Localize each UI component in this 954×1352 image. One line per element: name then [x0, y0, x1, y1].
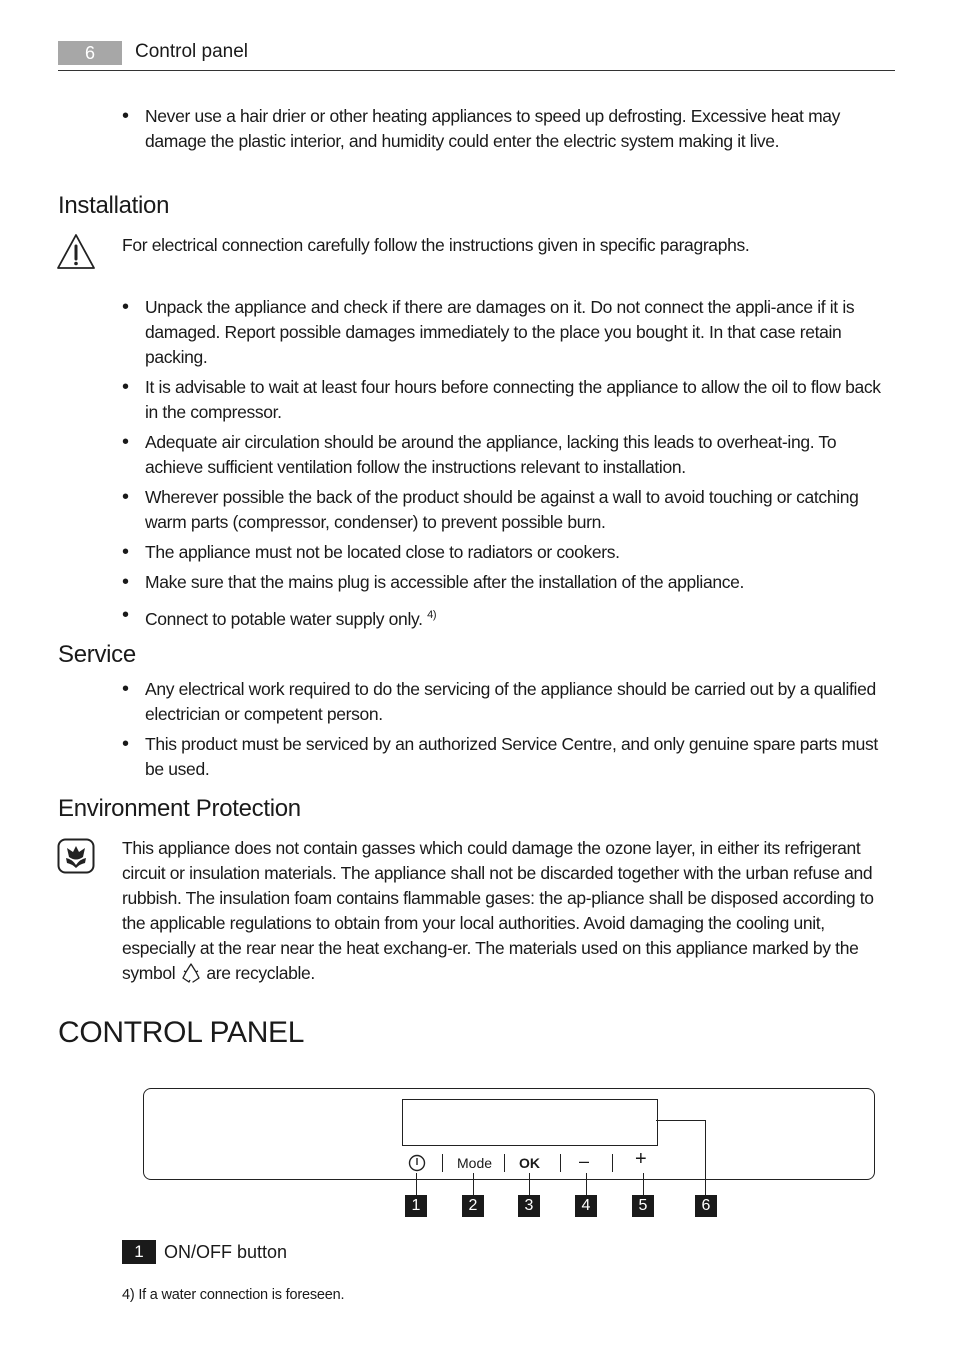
legend-number: 1	[122, 1240, 156, 1264]
callout-4: 4	[575, 1195, 597, 1217]
header-divider	[58, 70, 895, 71]
callout-line-6-horizontal	[656, 1120, 706, 1121]
list-item: • The appliance must not be located close to radiators or cookers.	[122, 540, 894, 565]
mode-button[interactable]: Mode	[457, 1155, 493, 1171]
page-number: 6	[58, 41, 122, 65]
service-heading: Service	[58, 641, 136, 668]
callout-line-2	[473, 1173, 474, 1196]
callout-line-4	[586, 1173, 587, 1196]
warning-triangle-icon	[56, 233, 96, 271]
panel-display	[402, 1099, 658, 1146]
environment-text: This appliance does not contain gasses which could damage the ozone layer, in either its refrigerant circuit or insulation materials. The appliance shall not be discarded together with the urban refuse and rubbish. The insulation foam contains flammable gases: the ap-pliance shall be disposed according to the applicable regulations to obtain from your local authorities. Avoid damaging the cooling unit, especially at the rear near the heat exchang-er. The materials used on this appliance marked by the symbol	[122, 838, 874, 983]
installation-warning-text: For electrical connection carefully follow the instructions given in specific paragraphs.	[122, 235, 750, 255]
button-separator	[442, 1154, 443, 1172]
callout-line-6-vertical	[705, 1120, 706, 1196]
list-item: • Adequate air circulation should be around the appliance, lacking this leads to overheat-ing. To achieve sufficient ventilation follow the instructions relevant to installation.	[122, 430, 894, 480]
callout-1: 1	[405, 1195, 427, 1217]
list-item: • Wherever possible the back of the product should be against a wall to avoid touching or catching warm parts (compressor, condenser) to prevent possible burn.	[122, 485, 894, 535]
ok-button[interactable]: OK	[519, 1155, 540, 1171]
intro-bullet-list	[122, 104, 894, 154]
service-bullet-list	[122, 677, 894, 782]
list-item-text: Connect to potable water supply only.	[145, 609, 423, 629]
environment-heading: Environment Protection	[58, 795, 301, 822]
environment-paragraph	[122, 836, 894, 986]
list-item: • Never use a hair drier or other heating appliances to speed up defrosting. Excessive heat may damage the plastic interior, and humidity could enter the electric system making it live.	[122, 104, 894, 154]
callout-line-3	[529, 1173, 530, 1196]
list-item	[122, 603, 894, 632]
installation-heading: Installation	[58, 192, 170, 219]
callout-5: 5	[632, 1195, 654, 1217]
footnote-reference: 4)	[427, 609, 437, 621]
legend-label: ON/OFF button	[164, 1242, 288, 1262]
minus-button[interactable]: –	[579, 1151, 590, 1171]
callout-6: 6	[695, 1195, 717, 1217]
running-header-title: Control panel	[135, 41, 249, 62]
installation-bullet-list	[122, 295, 894, 632]
control-panel-heading: CONTROL PANEL	[58, 1016, 305, 1049]
footnote: 4) If a water connection is foreseen.	[122, 1287, 345, 1303]
power-icon[interactable]	[407, 1153, 427, 1173]
callout-2: 2	[462, 1195, 484, 1217]
list-item: • Make sure that the mains plug is accessible after the installation of the appliance.	[122, 570, 894, 595]
button-separator	[504, 1154, 505, 1172]
list-item: • It is advisable to wait at least four hours before connecting the appliance to allow the oil to flow back in the compressor.	[122, 375, 894, 425]
environment-flower-icon	[57, 838, 95, 874]
callout-3: 3	[518, 1195, 540, 1217]
plus-button[interactable]: +	[635, 1148, 647, 1170]
list-item: • This product must be serviced by an authorized Service Centre, and only genuine spare parts must be used.	[122, 732, 894, 782]
recycle-icon	[180, 962, 202, 984]
button-separator	[560, 1154, 561, 1172]
button-separator	[612, 1154, 613, 1172]
environment-text-end: are recyclable.	[206, 963, 315, 983]
list-item: • Any electrical work required to do the servicing of the appliance should be carried out by a qualified electrician or competent person.	[122, 677, 894, 727]
callout-line-1	[416, 1173, 417, 1196]
list-item: • Unpack the appliance and check if there are damages on it. Do not connect the appli-ance if it is damaged. Report possible damages immediately to the place you bought it. In that case retain packing.	[122, 295, 894, 370]
callout-line-5	[643, 1173, 644, 1196]
